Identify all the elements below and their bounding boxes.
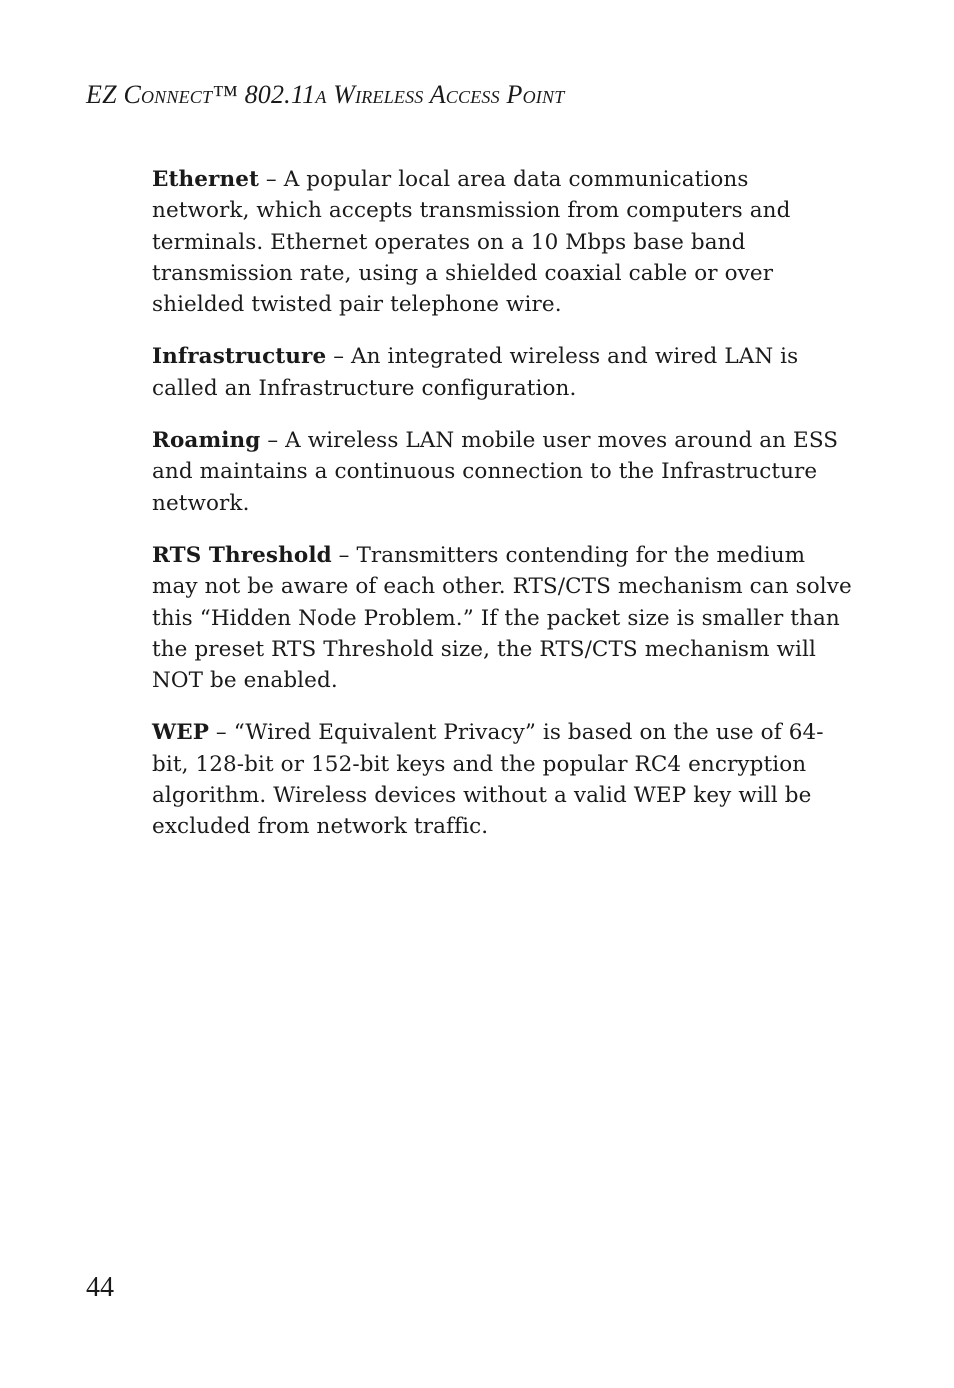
term-separator: – — [331, 542, 357, 568]
glossary-definition: A popular local area data communications network, which accepts transmission from computers and terminals. Ethernet operates on a 10 Mbps base band transmission rate, using a shielded coaxial cable or over shielded twisted pair telephone wire. — [152, 167, 791, 318]
running-header: EZ Connect™ 802.11a Wireless Access Point — [86, 80, 565, 109]
glossary-entry-rts-threshold — [152, 540, 852, 696]
glossary-term: WEP — [152, 720, 209, 746]
glossary-term: Roaming — [152, 428, 261, 454]
term-separator: – — [326, 344, 351, 370]
glossary-term: RTS Threshold — [152, 542, 332, 568]
page-number: 44 — [86, 1272, 114, 1303]
glossary-term: Infrastructure — [152, 344, 327, 370]
term-separator: – — [259, 167, 284, 192]
glossary-entry-infrastructure — [152, 341, 852, 404]
glossary-definition: Transmitters contending for the medium may not be aware of each other. RTS/CTS mechanism can solve this “Hidden Node Problem.” If the packet size is smaller than the preset RTS Threshold size, the RTS/CTS mechanism will NOT be enabled. — [152, 542, 852, 694]
glossary-entry-wep — [152, 717, 852, 842]
glossary-term: Ethernet — [152, 167, 259, 192]
glossary-definition: An integrated wireless and wired LAN is called an Infrastructure configuration. — [152, 344, 799, 401]
term-separator: – — [209, 720, 234, 746]
term-separator: – — [260, 428, 286, 454]
glossary-content — [152, 164, 852, 864]
glossary-entry-roaming — [152, 425, 852, 519]
glossary-entry-ethernet — [152, 164, 852, 320]
glossary-definition: “Wired Equivalent Privacy” is based on the use of 64-bit, 128-bit or 152-bit keys and the popular RC4 encryption algorithm. Wireless devices without a valid WEP key will be excluded from network traffic. — [152, 720, 824, 840]
glossary-definition: A wireless LAN mobile user moves around an ESS and maintains a continuous connection to the Infrastructure network. — [152, 428, 839, 516]
